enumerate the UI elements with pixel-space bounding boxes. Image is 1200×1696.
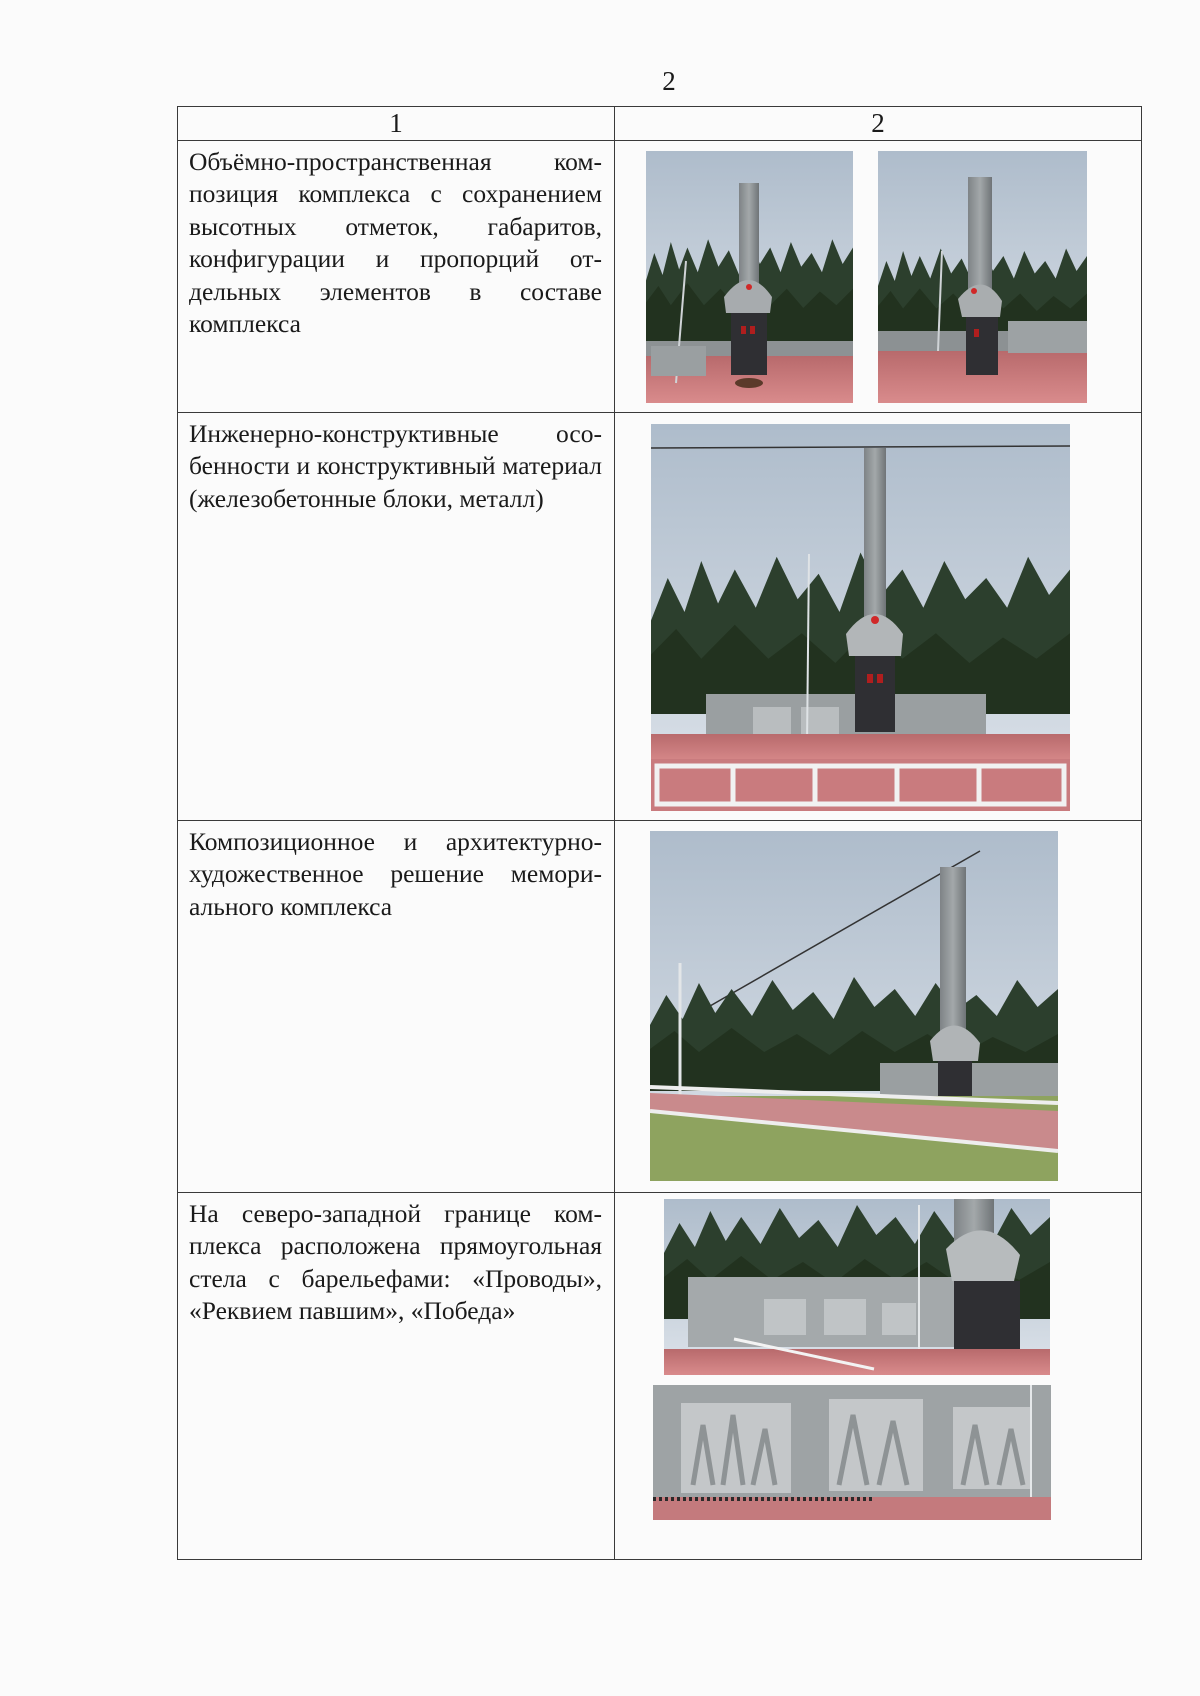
stela-wide-photo	[664, 1199, 1050, 1375]
row-description: Объёмно-пространственная композиция комплекса с сохранением высотных отметок, габаритов, конфигурации и пропорций отдельных элементов в составе комплекса	[189, 147, 602, 339]
column-header-1: 1	[178, 107, 615, 141]
row-description: Инженерно-конструктивные особенности и конструктивный материал (железобетонные блоки, металл)	[189, 419, 602, 513]
bas-reliefs-photo	[653, 1385, 1051, 1520]
heritage-table	[177, 106, 1142, 1560]
photo-cell	[615, 821, 1142, 1193]
photo-cell	[615, 413, 1142, 821]
description-cell	[178, 141, 615, 413]
table-header-row	[178, 107, 1142, 141]
memorial-fence-photo	[651, 424, 1070, 811]
table-row	[178, 141, 1142, 413]
memorial-side-photo	[878, 151, 1087, 403]
photo-cell	[615, 141, 1142, 413]
photo-cell	[615, 1193, 1142, 1560]
memorial-front-photo	[646, 151, 853, 403]
row-description: На северо-западной границе комплекса расположена прямоугольная стела с барельефами: «Проводы», «Реквием павшим», «Победа»	[189, 1199, 602, 1326]
table-row	[178, 1193, 1142, 1560]
description-cell	[178, 413, 615, 821]
table-row	[178, 413, 1142, 821]
page-number: 2	[662, 66, 676, 96]
description-cell	[178, 1193, 615, 1560]
row-description: Композиционное и архитектурно-художественное решение мемориального комплекса	[189, 827, 602, 921]
description-cell	[178, 821, 615, 1193]
column-header-2: 2	[615, 107, 1142, 141]
memorial-lawn-photo	[650, 831, 1058, 1181]
table-row	[178, 821, 1142, 1193]
